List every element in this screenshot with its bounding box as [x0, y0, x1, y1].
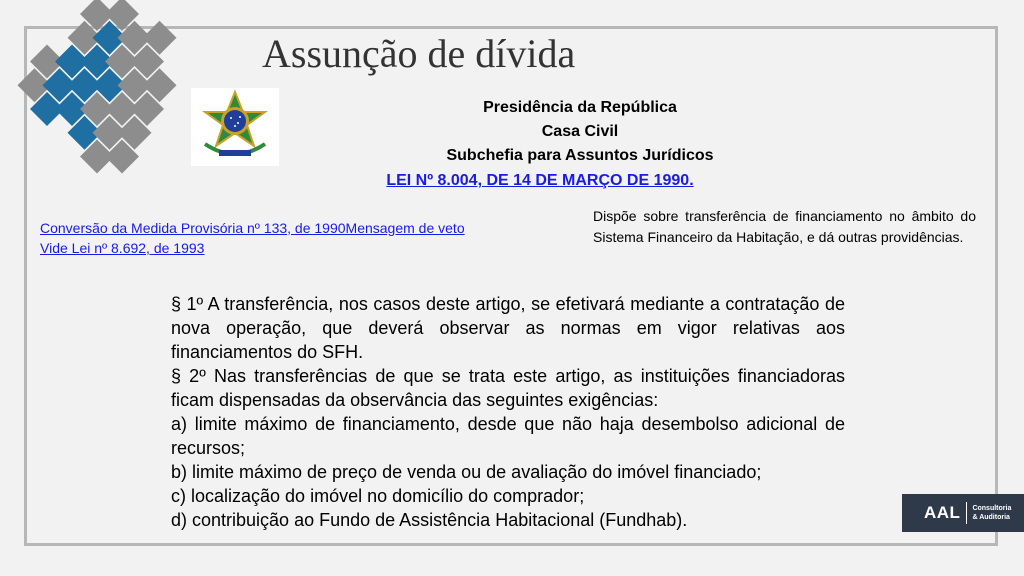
item-a: a) limite máximo de financiamento, desde que não haja desembolso adicional de recursos; — [171, 414, 845, 458]
org-civil-house: Casa Civil — [541, 123, 619, 140]
brazil-coat-of-arms-emblem — [191, 88, 279, 166]
law-title-link[interactable]: LEI Nº 8.004, DE 14 DE MARÇO DE 1990. — [386, 172, 694, 189]
slide-title: Assunção de dívida — [262, 31, 576, 76]
logo-main-text: AAL — [924, 503, 961, 522]
item-c: c) localização do imóvel no domicílio do comprador; — [171, 486, 585, 506]
issuing-organization — [380, 96, 780, 168]
paragraph-1: § 1º A transferência, nos casos deste artigo, se efetivará mediante a contratação de nova operação, que deverá observar as normas em vigor relativas aos financiamentos do SFH. — [171, 294, 845, 362]
logo-sub-line2: & Auditoria — [972, 514, 1010, 521]
item-b: b) limite máximo de preço de venda ou de avaliação do imóvel financiado; — [171, 462, 762, 482]
aal-logo — [902, 494, 1024, 532]
veto-message-link[interactable]: Mensagem de veto — [345, 220, 465, 236]
related-links — [40, 218, 570, 258]
paragraph-2: § 2º Nas transferências de que se trata este artigo, as instituições financiadoras ficam dispensadas da observância das seguintes exigências: — [171, 366, 845, 410]
diamond-pattern-logo — [0, 0, 200, 200]
law-body — [171, 292, 845, 532]
logo-subtitle — [972, 504, 1011, 522]
org-presidency: Presidência da República — [483, 99, 677, 116]
logo-divider — [966, 502, 967, 524]
see-law-link[interactable]: Vide Lei nº 8.692, de 1993 — [40, 240, 205, 256]
logo-sub-line1: Consultoria — [972, 505, 1012, 512]
item-d: d) contribuição ao Fundo de Assistência Habitacional (Fundhab). — [171, 510, 688, 530]
law-summary: Dispõe sobre transferência de financiamento no âmbito do Sistema Financeiro da Habitação, e dá outras providências. — [593, 208, 976, 245]
conversion-link[interactable]: Conversão da Medida Provisória nº 133, de 1990 — [40, 220, 346, 236]
org-legal-affairs: Subchefia para Assuntos Jurídicos — [446, 147, 714, 164]
star-emblem-icon — [205, 92, 265, 156]
